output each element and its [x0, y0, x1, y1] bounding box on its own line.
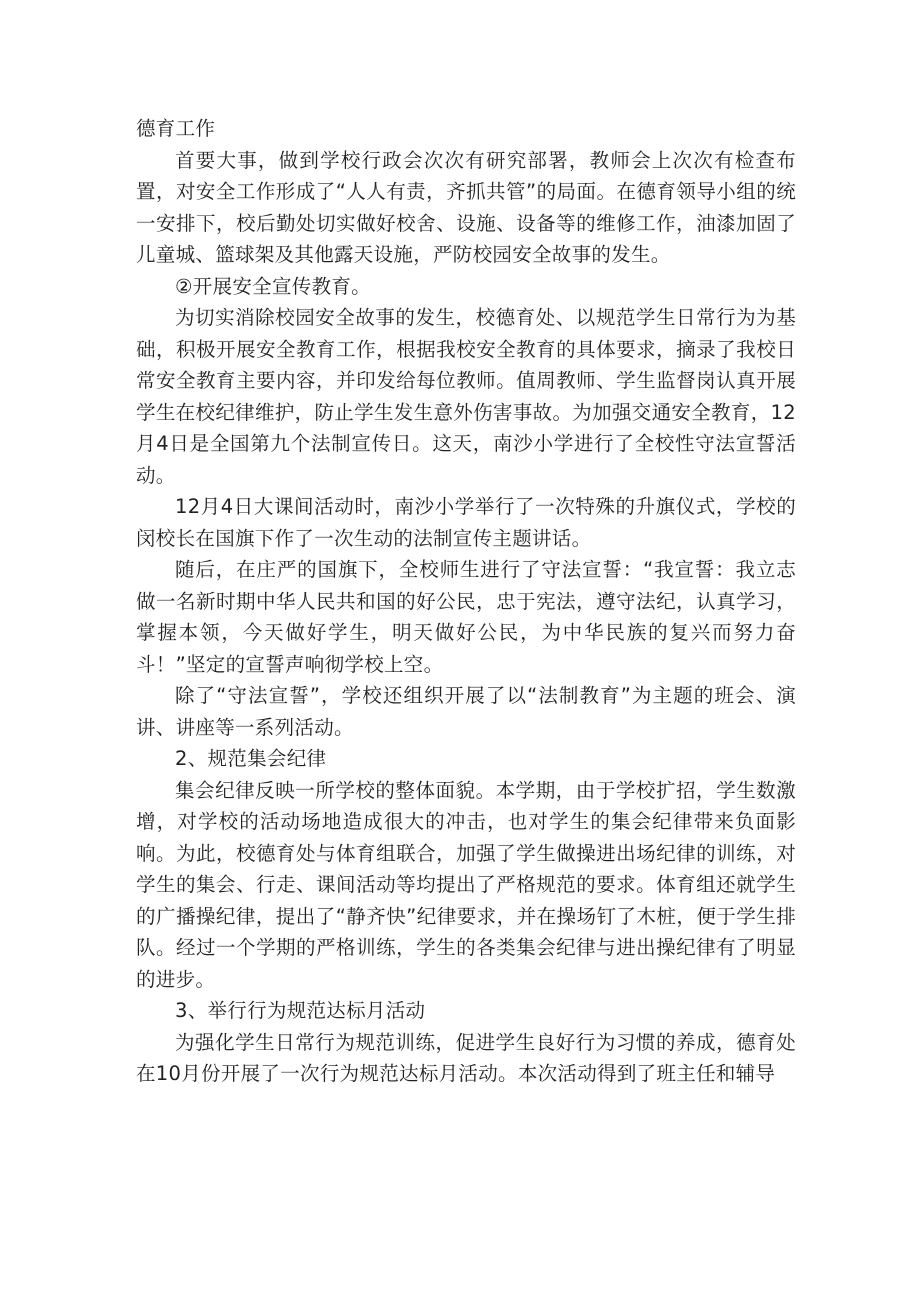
- section-heading: 3、举行行为规范达标月活动: [175, 999, 426, 1022]
- paragraph: 随后，在庄严的国旗下，全校师生进行了守法宣誓：“我宣誓：我立志做一名新时期中华人民共和国的好公民，忠于宪法，遵守法纪，认真学习，掌握本领，今天做好学生，明天做好公民，为中华民族的复兴而努力奋斗！”坚定的宣誓声响彻学校上空。: [136, 558, 796, 676]
- paragraph: 12月4日大课间活动时，南沙小学举行了一次特殊的升旗仪式，学校的闵校长在国旗下作了一次生动的法制宣传主题讲话。: [136, 495, 796, 550]
- section-heading: 2、规范集会纪律: [175, 747, 327, 770]
- paragraph: 为切实消除校园安全故事的发生，校德育处、以规范学生日常行为为基础，积极开展安全教育工作，根据我校安全教育的具体要求，摘录了我校日常安全教育主要内容，并印发给每位教师。值周教师、学生监督岗认真开展学生在校纪律维护，防止学生发生意外伤害事故。为加强交通安全教育，12月4日是全国第九个法制宣传日。这天，南沙小学进行了全校性守法宣誓活动。: [136, 306, 796, 487]
- section-subheading: ②开展安全宣传教育。: [175, 274, 371, 298]
- document-body: [136, 113, 796, 1090]
- paragraph-heading-fragment: 德育工作: [136, 117, 216, 140]
- paragraph: 首要大事，做到学校行政会次次有研究部署，教师会上次次有检查布置，对安全工作形成了“人人有责，齐抓共管”的局面。在德育领导小组的统一安排下，校后勤处切实做好校舍、设施、设备等的维修工作，油漆加固了儿童城、篮球架及其他露天设施，严防校园安全故事的发生。: [136, 148, 796, 266]
- paragraph: 为强化学生日常行为规范训练，促进学生良好行为习惯的养成，德育处在10月份开展了一次行为规范达标月活动。本次活动得到了班主任和辅导: [136, 1030, 796, 1085]
- paragraph: 除了“守法宣誓”，学校还组织开展了以“法制教育”为主题的班会、演讲、讲座等一系列活动。: [136, 684, 796, 739]
- paragraph: 集会纪律反映一所学校的整体面貌。本学期，由于学校扩招，学生数激增，对学校的活动场地造成很大的冲击，也对学生的集会纪律带来负面影响。为此，校德育处与体育组联合，加强了学生做操进出场纪律的训练，对学生的集会、行走、课间活动等均提出了严格规范的要求。体育组还就学生的广播操纪律，提出了“静齐快”纪律要求，并在操场钉了木桩，便于学生排队。经过一个学期的严格训练，学生的各类集会纪律与进出操纪律有了明显的进步。: [136, 778, 796, 991]
